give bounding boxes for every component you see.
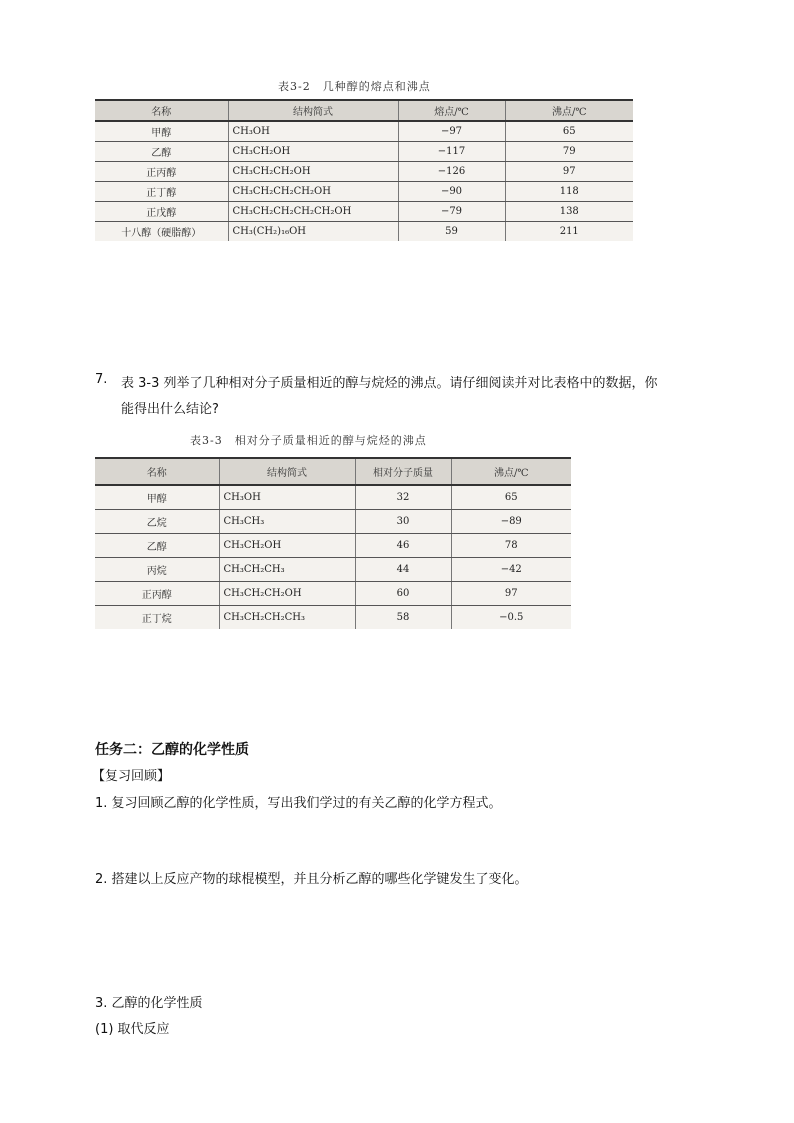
- table-cell: CH₃OH: [219, 485, 355, 510]
- table-cell: 44: [355, 558, 451, 582]
- table-cell: 乙烷: [95, 510, 219, 534]
- table-cell: −90: [398, 182, 505, 202]
- sub-item-substitution: (1) 取代反应: [95, 1022, 170, 1037]
- header-cell: 沸点/℃: [505, 100, 633, 121]
- table-3-2-caption: 表3-2 几种醇的熔点和沸点: [278, 80, 431, 93]
- table-cell: 65: [505, 121, 633, 142]
- table-cell: −0.5: [451, 606, 571, 630]
- table-row: [95, 582, 571, 606]
- table-cell: 32: [355, 485, 451, 510]
- table-cell: 丙烷: [95, 558, 219, 582]
- table-cell: CH₃CH₃: [219, 510, 355, 534]
- review-item-2: 2. 搭建以上反应产物的球棍模型，并且分析乙醇的哪些化学键发生了变化。: [95, 872, 528, 887]
- table-cell: 211: [505, 222, 633, 242]
- table-cell: 甲醇: [95, 485, 219, 510]
- table-3-3-caption: 表3-3 相对分子质量相近的醇与烷烃的沸点: [190, 434, 427, 447]
- table-cell: −117: [398, 142, 505, 162]
- table-cell: 60: [355, 582, 451, 606]
- table-row: [95, 142, 633, 162]
- table-cell: CH₃CH₂CH₂CH₂CH₂OH: [228, 202, 398, 222]
- table-cell: 46: [355, 534, 451, 558]
- table-cell: 59: [398, 222, 505, 242]
- table-cell: CH₃CH₂CH₂OH: [219, 582, 355, 606]
- table-cell: 30: [355, 510, 451, 534]
- table-cell: 65: [451, 485, 571, 510]
- table-cell: −126: [398, 162, 505, 182]
- table-row: [95, 485, 571, 510]
- table-cell: 正丙醇: [95, 162, 228, 182]
- table-cell: 58: [355, 606, 451, 630]
- header-cell: 沸点/℃: [451, 458, 571, 485]
- table-cell: 正戊醇: [95, 202, 228, 222]
- table-cell: 甲醇: [95, 121, 228, 142]
- question-7-text-continued: 能得出什么结论?: [121, 402, 219, 417]
- table-cell: 138: [505, 202, 633, 222]
- header-cell: 名称: [95, 458, 219, 485]
- table-cell: 乙醇: [95, 534, 219, 558]
- question-7-text: 表 3-3 列举了几种相对分子质量相近的醇与烷烃的沸点。请仔细阅读并对比表格中的数据，你: [121, 376, 658, 391]
- table-cell: CH₃CH₂OH: [219, 534, 355, 558]
- table-cell: −79: [398, 202, 505, 222]
- header-cell: 结构简式: [219, 458, 355, 485]
- table-cell: 十八醇（硬脂醇）: [121, 228, 202, 239]
- table-cell: −89: [451, 510, 571, 534]
- header-cell: 相对分子质量: [355, 458, 451, 485]
- item-3-heading: 3. 乙醇的化学性质: [95, 996, 203, 1011]
- section-title: 任务二：乙醇的化学性质: [95, 742, 249, 758]
- table-row: [95, 162, 633, 182]
- review-item-1: 1. 复习回顾乙醇的化学性质，写出我们学过的有关乙醇的化学方程式。: [95, 796, 502, 811]
- table-cell: 79: [505, 142, 633, 162]
- table-row: [95, 534, 571, 558]
- table-cell: 正丁醇: [95, 182, 228, 202]
- table-cell: CH₃CH₂CH₂CH₂OH: [228, 182, 398, 202]
- table-cell: CH₃OH: [228, 121, 398, 142]
- table-row: [95, 558, 571, 582]
- table-cell: 正丁烷: [141, 614, 172, 625]
- review-heading: 【复习回顾】: [92, 769, 171, 784]
- table-header-row: [95, 100, 633, 121]
- table-row: [95, 202, 633, 222]
- header-cell: 名称: [95, 100, 228, 121]
- table-cell: −42: [451, 558, 571, 582]
- table-row: [95, 121, 633, 142]
- table-cell: CH₃CH₂CH₃: [219, 558, 355, 582]
- table-row: [95, 182, 633, 202]
- table-row: [95, 606, 571, 630]
- table-cell: CH₃CH₂CH₂OH: [228, 162, 398, 182]
- table-row: [95, 222, 633, 242]
- table-cell: 乙醇: [95, 142, 228, 162]
- header-cell: 结构简式: [228, 100, 398, 121]
- table-cell: CH₃CH₂CH₂CH₃: [219, 606, 355, 630]
- table-3-2: [95, 99, 633, 241]
- table-cell: CH₃CH₂OH: [228, 142, 398, 162]
- question-7-number: 7.: [95, 372, 108, 387]
- table-cell: 97: [451, 582, 571, 606]
- table-cell: CH₃(CH₂)₁₆OH: [228, 222, 398, 242]
- table-header-row: [95, 458, 571, 485]
- table-3-3: [95, 457, 571, 629]
- table-cell: 118: [505, 182, 633, 202]
- table-row: [95, 510, 571, 534]
- table-cell: 正丙醇: [95, 582, 219, 606]
- header-cell: 熔点/℃: [398, 100, 505, 121]
- table-cell: 97: [505, 162, 633, 182]
- table-cell: 78: [451, 534, 571, 558]
- table-cell: −97: [398, 121, 505, 142]
